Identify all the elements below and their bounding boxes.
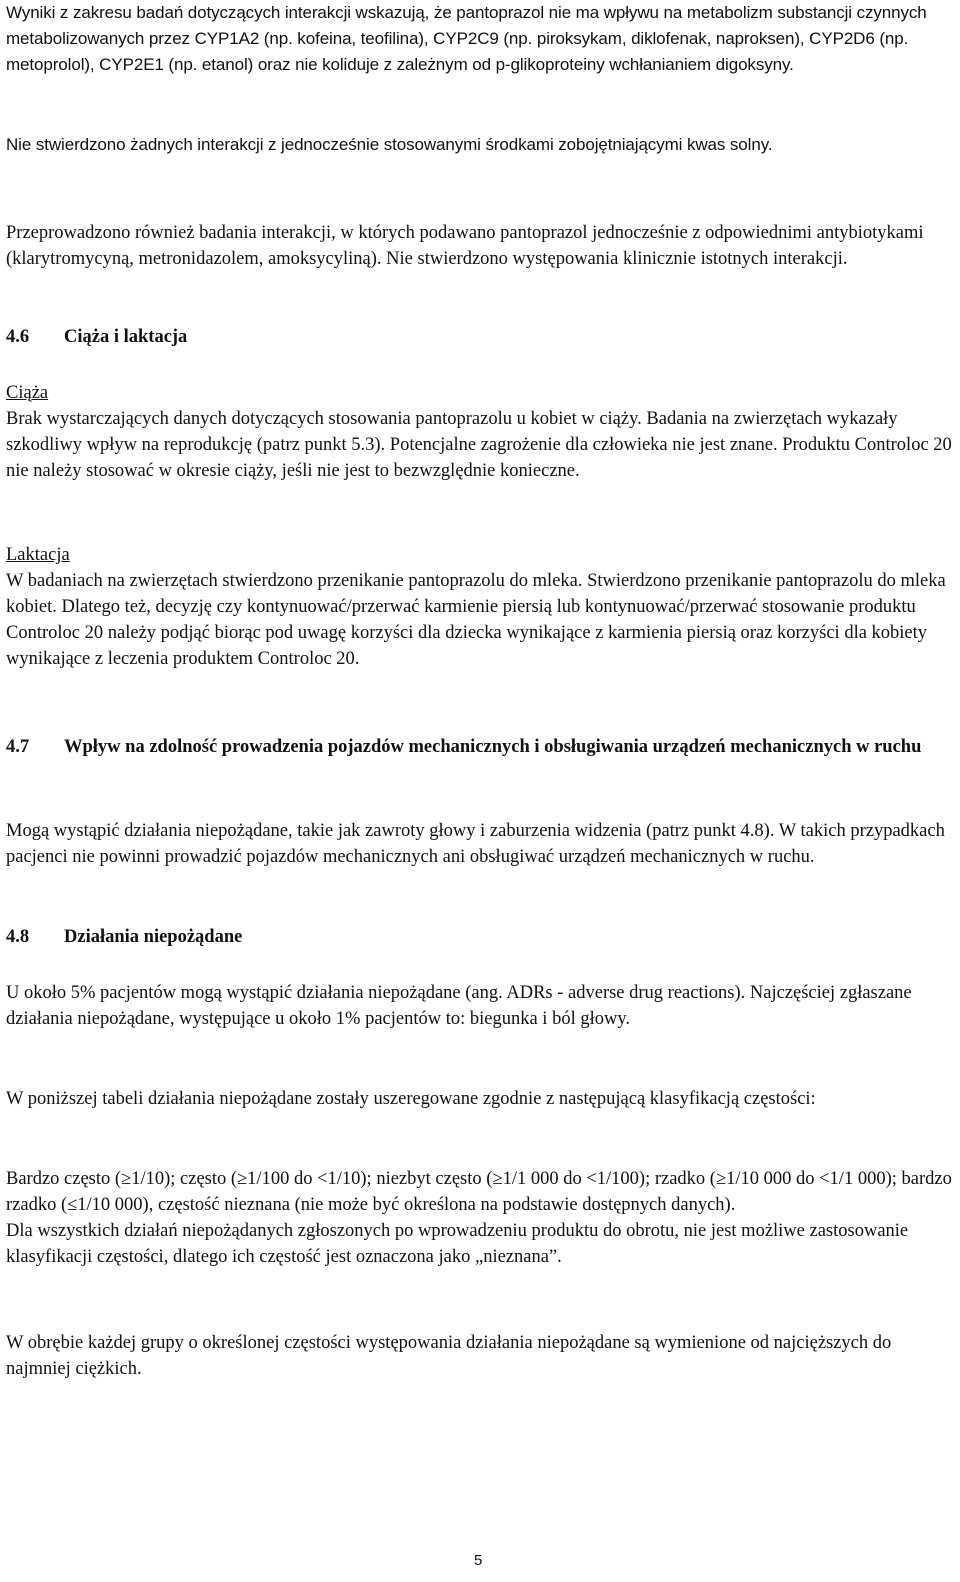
section-4-7-number: 4.7 <box>6 737 30 757</box>
pregnancy-paragraph: Brak wystarczających danych dotyczących stosowania pantoprazolu u kobiet w ciąży. Badania na zwierzętach wykazały szkodliwy wpływ na reprodukcję (patrz punkt 5.3). Potencjalne zagrożenie dla człowieka nie jest znane. Produktu Controloc 20 nie należy stosować w okresie ciąży, jeśli nie jest to bezwzględnie konieczne. <box>6 409 952 481</box>
section-4-6-title: Ciąża i laktacja <box>64 327 188 347</box>
interaction-paragraph-antacids: Nie stwierdzono żadnych interakcji z jednocześnie stosowanymi środkami zobojętniającymi kwas solny. <box>6 135 773 154</box>
frequency-definitions-text: Bardzo często (≥1/10); często (≥1/100 do <1/10); niezbyt często (≥1/1 000 do <1/100); rzadko (≥1/10 000 do <1/1 000); bardzo rzadko (≤1/10 000), częstość nieznana (nie może być określona na podstawie dostępnych danych). <box>6 1169 952 1215</box>
pregnancy-subheading: Ciąża <box>6 383 49 403</box>
lactation-paragraph: W badaniach na zwierzętach stwierdzono przenikanie pantoprazolu do mleka. Stwierdzono przenikanie pantoprazolu do mleka kobiet. Dlatego też, decyzję czy kontynuować/przerwać karmienie piersią lub kontynuować/przerwać stosowanie produktu Controloc 20 należy podjąć biorąc pod uwagę korzyści dla dziecka wynikające z karmienia piersią oraz korzyści dla kobiety wynikające z leczenia produktem Controloc 20. <box>6 571 946 669</box>
frequency-classification-intro: W poniższej tabeli działania niepożądane zostały uszeregowane zgodnie z następującą klasyfikacją częstości: <box>6 1089 816 1109</box>
section-4-8-title: Działania niepożądane <box>64 927 243 947</box>
interaction-paragraph-cyp: Wyniki z zakresu badań dotyczących interakcji wskazują, że pantoprazol nie ma wpływu na metabolizm substancji czynnych metabolizowanych przez CYP1A2 (np. kofeina, teofilina), CYP2C9 (np. piroksykam, diklofenak, naproksen), CYP2D6 (np. metoprolol), CYP2E1 (np. etanol) oraz nie koliduje z zależnym od p-glikoproteiny wchłanianiem digoksyny. <box>6 3 927 74</box>
driving-paragraph: Mogą wystąpić działania niepożądane, takie jak zawroty głowy i zaburzenia widzenia (patrz punkt 4.8). W takich przypadkach pacjenci nie powinni prowadzić pojazdów mechanicznych ani obsługiwać urządzeń mechanicznych w ruchu. <box>6 821 945 867</box>
interaction-paragraph-antibiotics: Przeprowadzono również badania interakcji, w których podawano pantoprazol jednocześnie z odpowiednimi antybiotykami (klarytromycyną, metronidazolem, amoksycyliną). Nie stwierdzono występowania klinicznie istotnych interakcji. <box>6 223 924 269</box>
page-number: 5 <box>474 1552 483 1569</box>
section-4-6-number: 4.6 <box>6 327 30 347</box>
frequency-definitions-paragraph <box>6 1166 956 1270</box>
lactation-subheading: Laktacja <box>6 545 70 565</box>
postmarketing-frequency-text: Dla wszystkich działań niepożądanych zgłoszonych po wprowadzeniu produktu do obrotu, nie jest możliwe zastosowanie klasyfikacji częstości, dlatego ich częstość jest oznaczona jako „nieznana”. <box>6 1221 909 1267</box>
section-4-7-title: Wpływ na zdolność prowadzenia pojazdów mechanicznych i obsługiwania urządzeń mechanicznych w ruchu <box>64 737 922 757</box>
section-4-8-heading <box>6 924 956 950</box>
adverse-reactions-intro-paragraph: U około 5% pacjentów mogą wystąpić działania niepożądane (ang. ADRs - adverse drug reactions). Najczęściej zgłaszane działania niepożądane, występujące u około 1% pacjentów to: biegunka i ból głowy. <box>6 983 912 1029</box>
section-4-8-number: 4.8 <box>6 927 30 947</box>
severity-order-paragraph: W obrębie każdej grupy o określonej częstości występowania działania niepożądane są wymienione od najcięższych do najmniej ciężkich. <box>6 1333 892 1379</box>
section-4-6-heading <box>6 324 956 350</box>
section-4-7-heading <box>6 734 956 760</box>
